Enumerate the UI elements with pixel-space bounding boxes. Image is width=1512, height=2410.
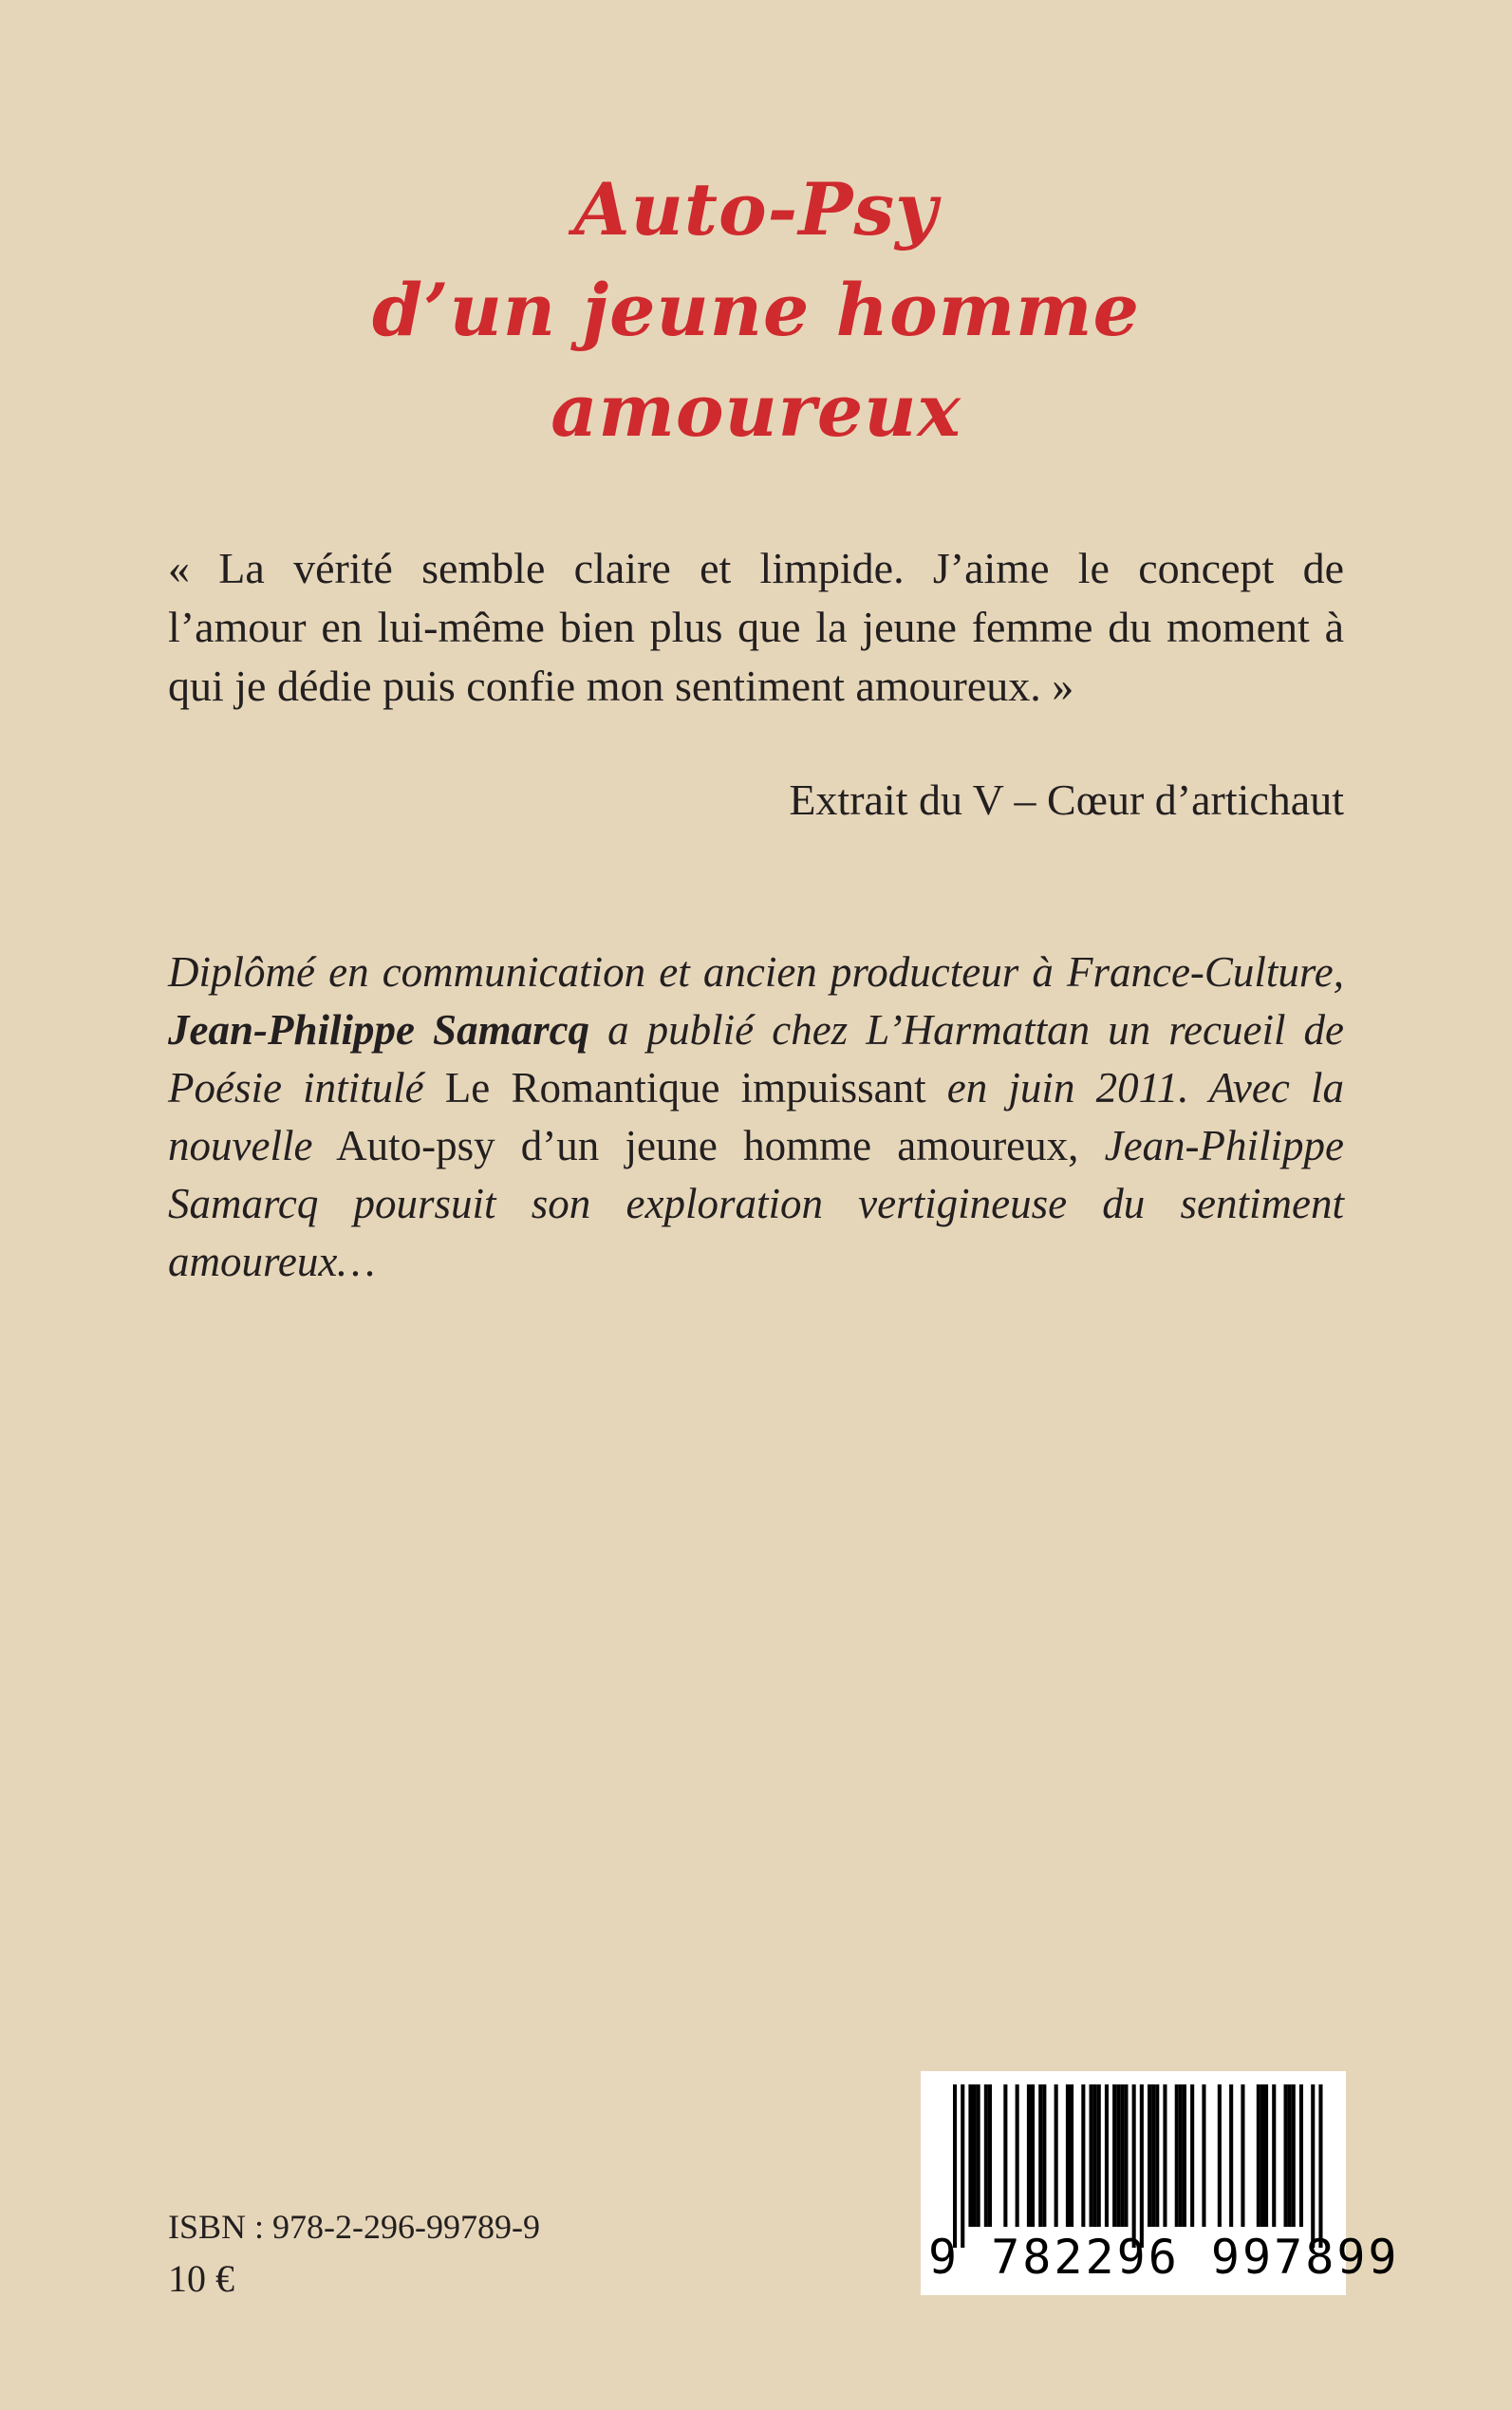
- barcode-bar: [1288, 2084, 1292, 2227]
- barcode-bar: [1148, 2084, 1151, 2227]
- bio-line-3: [168, 1059, 1344, 1117]
- barcode-bar: [1105, 2084, 1109, 2227]
- barcode-bar: [1218, 2084, 1222, 2227]
- barcode-bar: [1155, 2084, 1159, 2227]
- barcode-bar: [1042, 2084, 1046, 2227]
- barcode-bar: [1202, 2084, 1205, 2227]
- barcode-bar: [977, 2084, 980, 2227]
- barcode-bar: [1299, 2084, 1303, 2227]
- barcode-bar: [1016, 2084, 1019, 2227]
- barcode-bar: [968, 2084, 972, 2227]
- title-line-2: d’un jeune homme: [372, 268, 1140, 352]
- barcode-bar: [1318, 2084, 1322, 2248]
- isbn-label: ISBN : 978-2-296-99789-9: [168, 2208, 540, 2246]
- barcode-bar: [1070, 2084, 1073, 2227]
- barcode-bar: [1241, 2084, 1244, 2227]
- barcode-bar: [1179, 2084, 1183, 2227]
- barcode-bar: [1260, 2084, 1264, 2227]
- barcode-bar: [1190, 2084, 1194, 2227]
- bio-line-4: [168, 1117, 1344, 1175]
- author-name: Jean-Philippe Samarcq: [168, 1006, 590, 1054]
- excerpt-quote: [168, 539, 1344, 716]
- barcode-bar: [1090, 2084, 1093, 2227]
- bio-line-1: Diplômé en communication et ancien producteur à France-Culture,: [168, 948, 1344, 996]
- barcode-bar: [1183, 2084, 1186, 2227]
- author-bio: [168, 943, 1344, 1291]
- barcode-bar: [1257, 2084, 1260, 2227]
- barcode: [921, 2071, 1400, 2295]
- title-line-3: amoureux: [551, 368, 961, 453]
- price-label: 10 €: [168, 2257, 234, 2300]
- bio-line-2: [168, 1001, 1344, 1059]
- barcode-bar: [1272, 2084, 1276, 2227]
- bio-line-5: Samarcq poursuit son exploration vertigineuse du sentiment: [168, 1180, 1344, 1227]
- barcode-bar: [973, 2084, 977, 2227]
- barcode-bar: [1132, 2084, 1136, 2248]
- barcode-bar: [1081, 2084, 1085, 2227]
- barcode-bar: [1097, 2084, 1101, 2227]
- book-title: [0, 159, 1512, 461]
- bio-line-4-italic: nouvelle: [168, 1122, 313, 1169]
- barcode-bar: [1140, 2084, 1144, 2248]
- barcode-bar: [1151, 2084, 1155, 2227]
- quote-line-2: l’amour en lui-même bien plus que la jeune femme du moment à: [168, 603, 1344, 651]
- book-title-autopsy: Auto-psy d’un jeune homme amoureux,: [312, 1122, 1105, 1169]
- barcode-bar: [961, 2084, 964, 2248]
- barcode-bar: [1003, 2084, 1007, 2227]
- barcode-bar: [1093, 2084, 1097, 2227]
- author-first-name: Jean-Philippe: [1104, 1122, 1344, 1169]
- barcode-bar: [1229, 2084, 1233, 2227]
- barcode-bar: [1264, 2084, 1268, 2227]
- book-title-romantique: Le Romantique impuissant: [423, 1064, 947, 1112]
- excerpt-source: Extrait du V – Cœur d’artichaut: [789, 775, 1344, 824]
- barcode-bar: [1120, 2084, 1124, 2227]
- barcode-bar: [1175, 2084, 1179, 2227]
- barcode-bar: [1284, 2084, 1288, 2227]
- barcode-bar: [1066, 2084, 1070, 2227]
- barcode-bar: [1031, 2084, 1035, 2227]
- barcode-bar: [1027, 2084, 1031, 2227]
- barcode-bar: [953, 2084, 957, 2248]
- bio-line-2-rest: a publié chez L’Harmattan un recueil de: [589, 1006, 1345, 1054]
- barcode-bar: [1124, 2084, 1128, 2227]
- barcode-bar: [1112, 2084, 1116, 2227]
- barcode-bar: [1292, 2084, 1296, 2227]
- barcode-bar: [1038, 2084, 1042, 2227]
- bio-line-3-italic: Poésie intitulé: [168, 1064, 424, 1112]
- barcode-bar: [1055, 2084, 1058, 2227]
- barcode-digits: 9 782296 997899: [928, 2230, 1400, 2285]
- barcode-bar: [1116, 2084, 1120, 2227]
- barcode-bar: [988, 2084, 992, 2227]
- bio-line-6: amoureux…: [168, 1238, 376, 1285]
- barcode-bar: [1311, 2084, 1315, 2248]
- quote-line-3: qui je dédie puis confie mon sentiment amoureux. »: [168, 662, 1074, 710]
- bio-line-3-rest: en juin 2011. Avec la: [946, 1064, 1344, 1112]
- quote-line-1: « La vérité semble claire et limpide. J’aime le concept de: [168, 544, 1344, 592]
- title-line-1: Auto-Psy: [573, 167, 939, 252]
- barcode-bar: [984, 2084, 988, 2227]
- barcode-bar: [1163, 2084, 1167, 2227]
